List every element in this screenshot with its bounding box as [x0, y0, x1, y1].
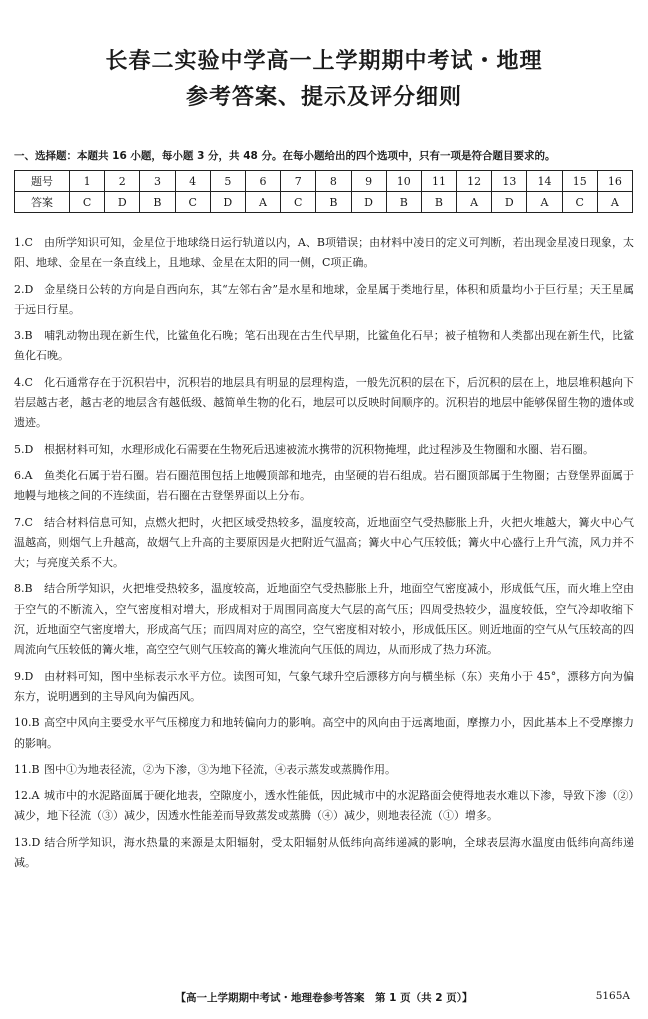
question-number-cell: 13 [492, 171, 527, 192]
answer-cell: C [281, 192, 316, 213]
question-number-cell: 2 [105, 171, 140, 192]
question-number-cell: 14 [527, 171, 562, 192]
row-label-number: 题号 [15, 171, 70, 192]
answer-row [15, 192, 633, 213]
answer-cell: D [105, 192, 140, 213]
explanation-label: 3.B [14, 329, 33, 343]
answer-cell: B [316, 192, 351, 213]
explanation-text: 化石通常存在于沉积岩中，沉积岩的地层具有明显的层理构造，一般先沉积的层在下，后沉积的层在上，地层堆积越向下岩层越古老，越古老的地层含有越低级、越简单生物的化石，地层可以反映时间顺序的。沉积岩的地层中能够保留生物的遗体或遗迹。 [14, 375, 634, 430]
explanation-item [14, 713, 634, 754]
answer-cell: C [562, 192, 597, 213]
question-number-cell: 8 [316, 171, 351, 192]
answer-cell: A [597, 192, 632, 213]
question-number-cell: 3 [140, 171, 175, 192]
explanation-text: 结合材料信息可知，点燃火把时，火把区域受热较多，温度较高，近地面空气受热膨胀上升，火把火堆越大，篝火中心气温越高，则烟气上升越高，故烟气上升高的主要原因是火把附近气温高；篝火中心气压较低；篝火中心盛行上升气流，风力并不大；与亮度关系不大。 [14, 515, 634, 570]
explanation-text: 根据材料可知，水理形成化石需要在生物死后迅速被流水携带的沉积物掩埋，此过程涉及生物圈和水圈、岩石圈。 [44, 442, 594, 456]
question-number-cell: 7 [281, 171, 316, 192]
explanation-label: 1.C [14, 236, 33, 249]
question-number-cell: 12 [457, 171, 492, 192]
explanation-label: 4.C [14, 375, 33, 389]
question-number-row [15, 171, 633, 192]
explanation-label: 5.D [14, 442, 34, 456]
explanation-text: 结合所学知识，海水热量的来源是太阳辐射，受太阳辐射从低纬向高纬递减的影响，全球表层海水温度由低纬向高纬递减。 [14, 835, 634, 870]
answer-cell: A [457, 192, 492, 213]
question-number-cell: 4 [175, 171, 210, 192]
explanation-label: 8.B [14, 582, 33, 596]
question-number-cell: 15 [562, 171, 597, 192]
explanation-label: 9.D [14, 669, 34, 683]
explanation-item [14, 760, 634, 780]
page-subtitle: 参考答案、提示及评分细则 [185, 85, 462, 110]
explanation-text: 图中①为地表径流，②为下渗，③为地下径流，④表示蒸发或蒸腾作用。 [44, 762, 396, 776]
page-title: 长春二实验中学高一上学期期中考试・地理 [105, 49, 543, 74]
question-number-cell: 5 [210, 171, 245, 192]
answer-cell: C [175, 192, 210, 213]
footer-text: 【高一上学期期中考试・地理卷参考答案 第 1 页（共 2 页）】 [175, 992, 473, 1004]
explanation-label: 7.C [14, 515, 33, 529]
answer-cell: A [527, 192, 562, 213]
explanation-text: 金星绕日公转的方向是自西向东，其“左邻右舍”是水星和地球，金星属于类地行星，体积和质量均小于巨行星；天王星属于远日行星。 [14, 282, 634, 316]
answer-table [14, 170, 633, 213]
paper-code: 5165A [595, 990, 630, 1002]
explanation-text: 由所学知识可知，金星位于地球绕日运行轨道以内，A、B项错误；由材料中凌日的定义可判断，若出现金星凌日现象，太阳、地球、金星在一条直线上，且地球、金星在太阳的同一侧，C项正确。 [14, 236, 634, 270]
explanation-item [14, 233, 634, 274]
question-number-cell: 9 [351, 171, 386, 192]
explanation-text: 高空中风向主要受水平气压梯度力和地转偏向力的影响。高空中的风向由于远离地面，摩擦力小，因此基本上不受摩擦力的影响。 [14, 716, 634, 750]
explanation-item [14, 440, 634, 460]
answer-cell: B [386, 192, 421, 213]
explanation-item [14, 786, 634, 827]
explanation-item [14, 373, 634, 434]
answer-cell: D [492, 192, 527, 213]
explanation-item [14, 280, 634, 321]
answer-cell: B [421, 192, 456, 213]
question-number-cell: 6 [245, 171, 280, 192]
explanation-text: 哺乳动物出现在新生代，比鲨鱼化石晚；笔石出现在古生代早期，比鲨鱼化石早；被子植物和人类都出现在新生代，比鲨鱼化石晚。 [14, 329, 634, 363]
explanation-text: 结合所学知识，火把堆受热较多，温度较高，近地面空气受热膨胀上升，地面空气密度减小，形成低气压，而火堆上空由于空气的不断流入，空气密度相对增大，形成相对于周围同高度大气层的高气压；四周受热较少，温度较低，空气冷却收缩下沉，近地面空气密度增大，形成高气压；而四周对应的高空，空气密度相对较小，形成低压区。则近地面的空气从气压较高的四周流向气压较低的篝火堆，高空空气则气压较高的篝火堆流向气压低的周边，从而形成了热力环流。 [14, 582, 634, 657]
question-number-cell: 10 [386, 171, 421, 192]
answer-cell: D [210, 192, 245, 213]
explanation-text: 城市中的水泥路面属于硬化地表，空隙度小，透水性能低，因此城市中的水泥路面会使得地表水难以下渗，导致下渗（②）减少，地下径流（③）减少，因透水性能差而导致蒸发或蒸腾（④）减少，则地表径流（①）增多。 [14, 789, 634, 823]
explanation-item [14, 579, 634, 660]
explanation-item [14, 513, 634, 574]
explanation-item [14, 667, 634, 708]
explanation-label: 13.D [14, 835, 41, 849]
answer-cell: A [245, 192, 280, 213]
explanation-list [14, 233, 634, 879]
question-number-cell: 16 [597, 171, 632, 192]
question-number-cell: 1 [70, 171, 105, 192]
explanation-label: 2.D [14, 282, 34, 296]
explanation-item [14, 466, 634, 507]
explanation-item [14, 326, 634, 367]
explanation-label: 12.A [14, 789, 40, 803]
explanation-item [14, 833, 634, 874]
answer-cell: C [70, 192, 105, 213]
answer-cell: B [140, 192, 175, 213]
answer-cell: D [351, 192, 386, 213]
explanation-text: 由材料可知，图中坐标表示水平方位。读图可知，气象气球升空后漂移方向与横坐标（东）夹角小于 45°，漂移方向为偏东方，说明遇到的主导风向为偏西风。 [14, 669, 634, 703]
row-label-answer: 答案 [15, 192, 70, 213]
explanation-text: 鱼类化石属于岩石圈。岩石圈范围包括上地幔顶部和地壳，由坚硬的岩石组成。岩石圈顶部属于生物圈；古登堡界面属于地幔与地核之间的不连续面，岩石圈在古登堡界面以上分布。 [14, 468, 634, 503]
section-heading: 一、选择题：本题共 16 小题，每小题 3 分，共 48 分。在每小题给出的四个选项中，只有一项是符合题目要求的。 [14, 150, 556, 162]
explanation-label: 11.B [14, 762, 40, 776]
question-number-cell: 11 [421, 171, 456, 192]
explanation-label: 6.A [14, 468, 33, 482]
explanation-label: 10.B [14, 716, 40, 730]
